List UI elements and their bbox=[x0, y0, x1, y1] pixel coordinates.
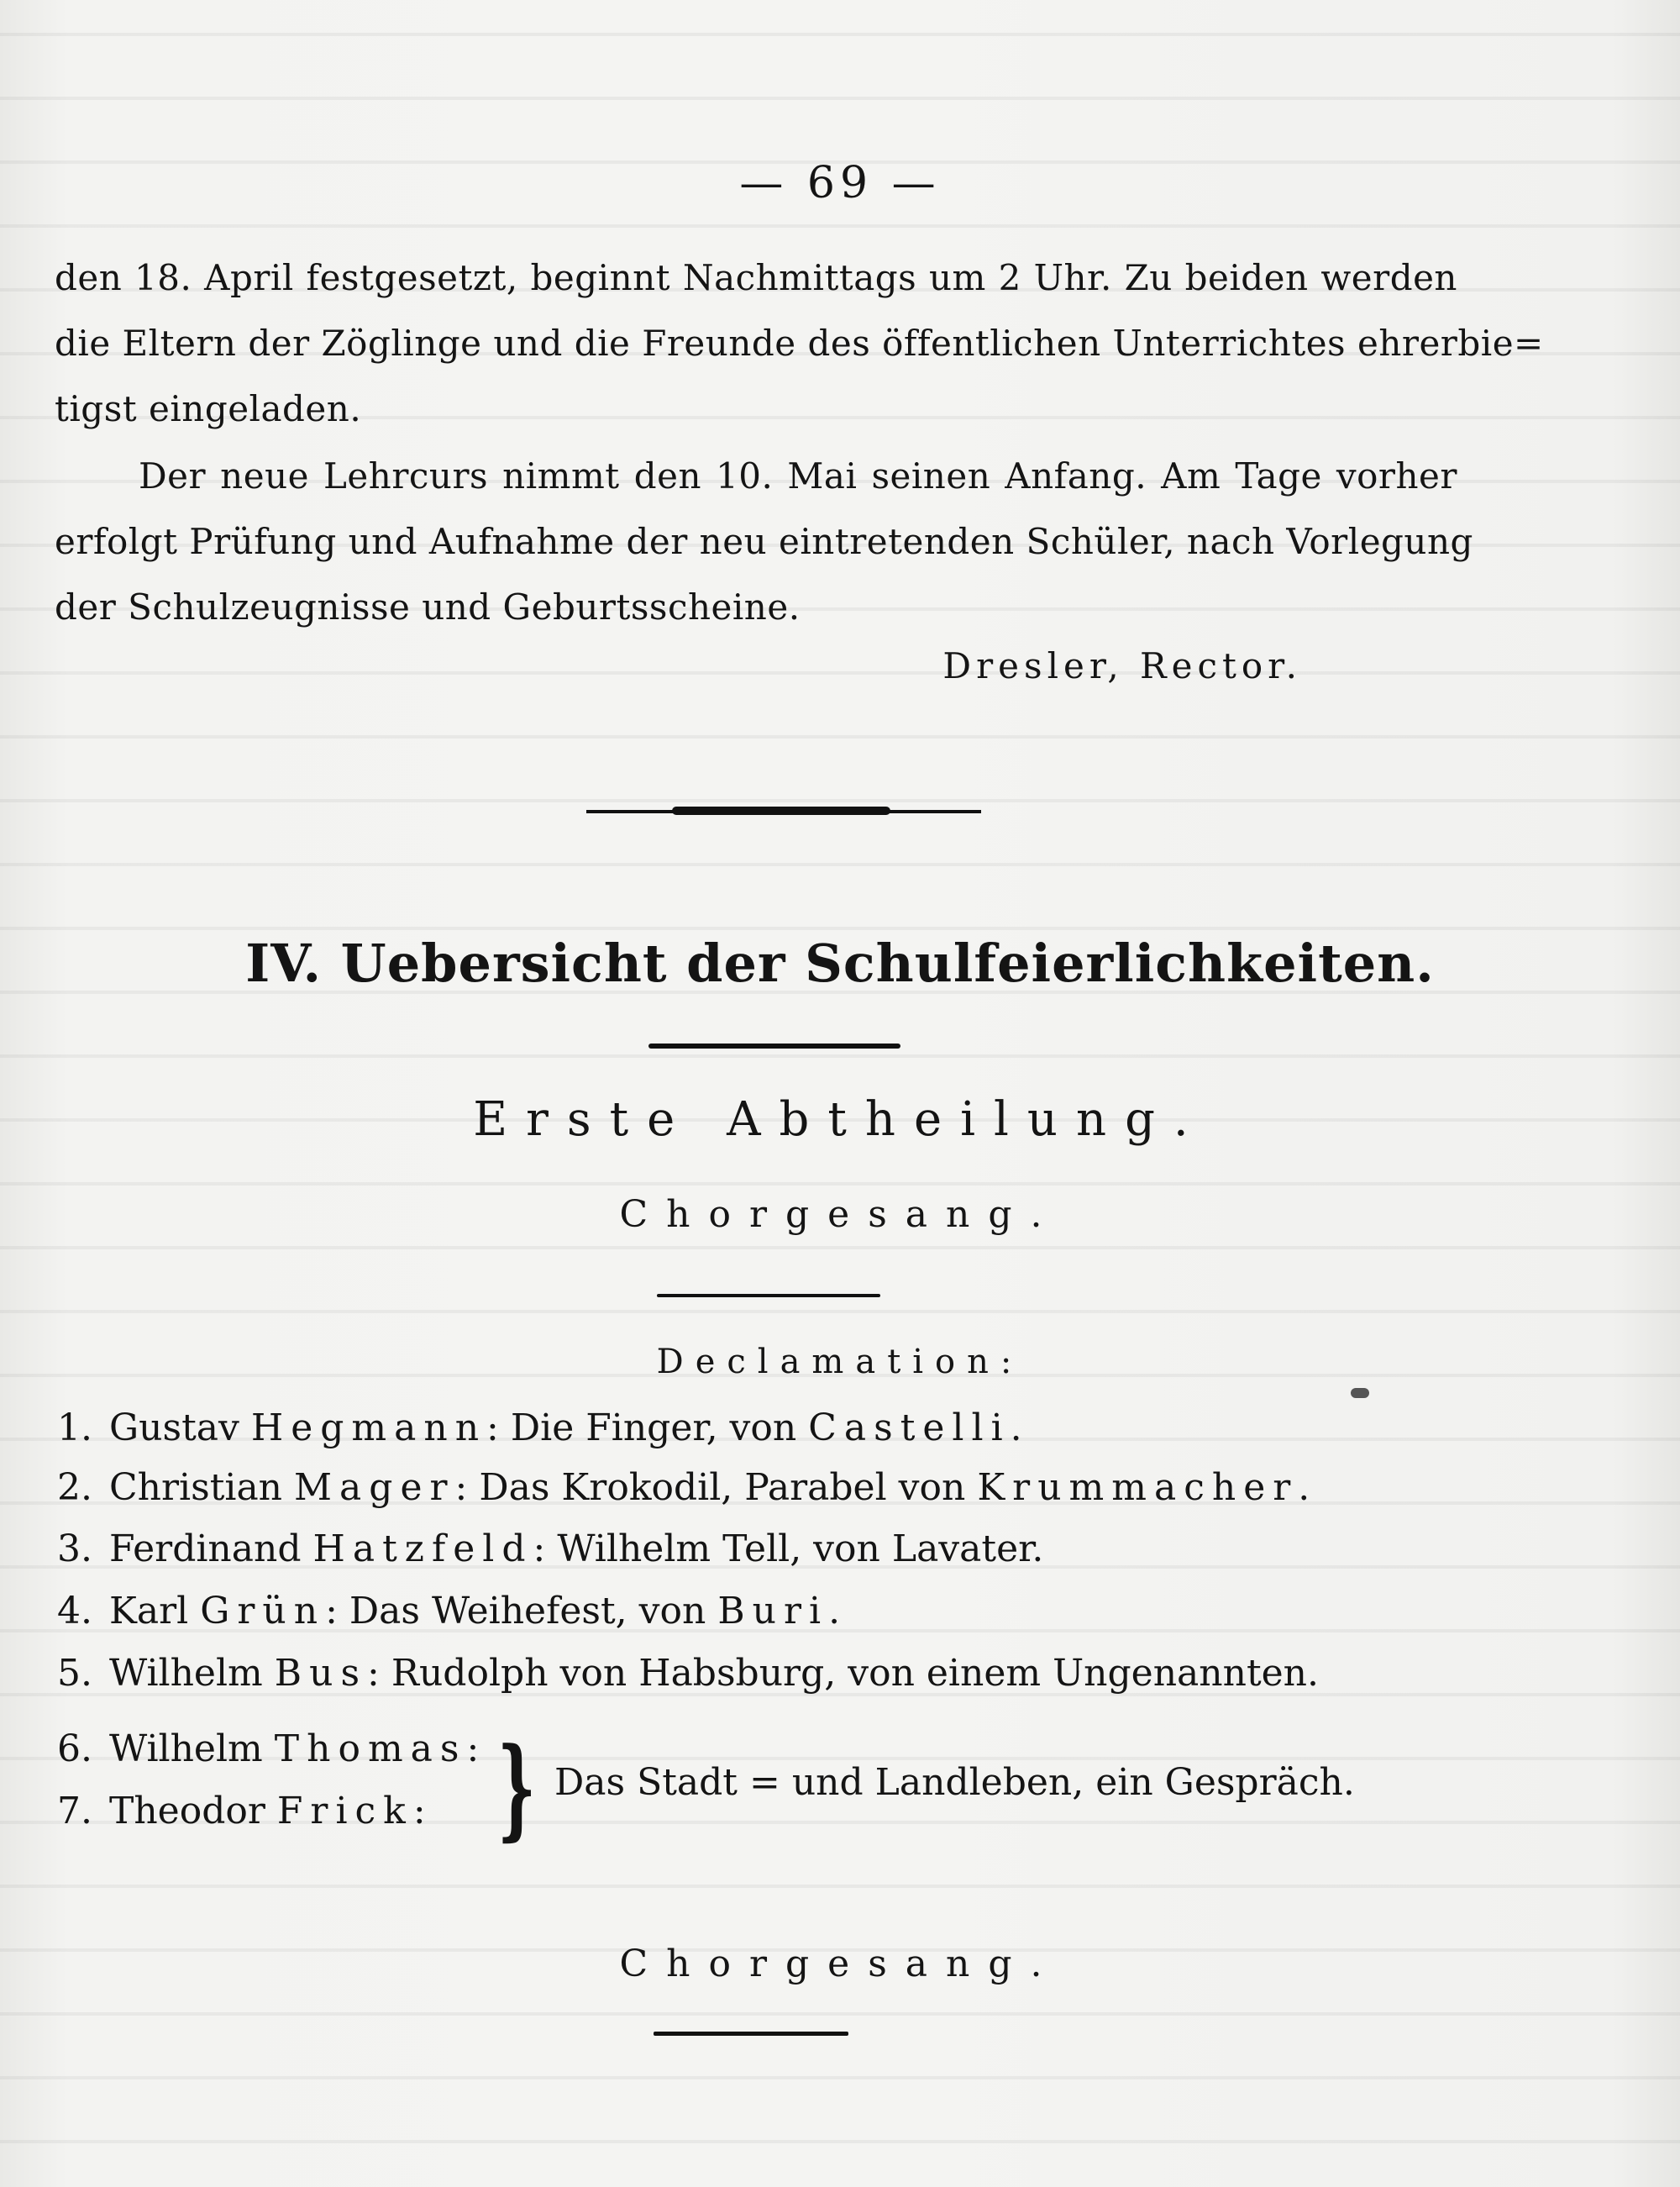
performer-surname: Mager bbox=[294, 1466, 455, 1509]
punctuation: : bbox=[466, 1727, 480, 1770]
ink-blot bbox=[1351, 1388, 1369, 1398]
work-title: : Die Finger, von bbox=[486, 1406, 809, 1449]
paragraph1-line1: den 18. April festgesetzt, beginnt Nachmittags um 2 Uhr. Zu beiden werden bbox=[55, 257, 1457, 298]
punctuation: . bbox=[1307, 1652, 1320, 1695]
performer-surname: Grün bbox=[200, 1590, 326, 1632]
item-number: 6. bbox=[57, 1727, 92, 1770]
dialog-speaker-2 bbox=[57, 1785, 426, 1838]
dialog-title: Das Stadt = und Landleben, ein Gespräch. bbox=[554, 1761, 1355, 1804]
work-author: Castelli bbox=[808, 1406, 1011, 1449]
performer-name: Gustav bbox=[109, 1406, 251, 1449]
work-title: : Das Krokodil, Parabel von bbox=[454, 1466, 978, 1509]
paragraph2-line3: der Schulzeugnisse und Geburtsscheine. bbox=[55, 586, 801, 628]
work-author: Krummacher bbox=[977, 1466, 1299, 1509]
item-number: 4. bbox=[57, 1590, 92, 1632]
section-divider-thick bbox=[672, 807, 890, 815]
performer-surname: Hegmann bbox=[250, 1406, 487, 1449]
curly-brace-icon: } bbox=[497, 1723, 536, 1852]
work-author: Buri bbox=[717, 1590, 829, 1632]
performer-name: Theodor bbox=[109, 1790, 277, 1832]
declamation-item-5 bbox=[57, 1647, 1319, 1701]
item-number: 5. bbox=[57, 1652, 92, 1695]
choir-divider bbox=[657, 1294, 880, 1297]
choir-second: Chorgesang. bbox=[619, 1943, 1061, 1985]
performer-surname: Bus bbox=[274, 1652, 368, 1695]
performer-name: Ferdinand bbox=[109, 1527, 313, 1570]
performer-surname: Thomas bbox=[274, 1727, 467, 1770]
punctuation: : bbox=[412, 1790, 426, 1832]
work-title: : Rudolph von Habsburg, von einem Ungenannten bbox=[367, 1652, 1308, 1695]
item-number: 2. bbox=[57, 1466, 92, 1509]
work-title: : Wilhelm Tell, von Lavater bbox=[533, 1527, 1032, 1570]
dialog-speaker-1 bbox=[57, 1722, 479, 1776]
declamation-item-1 bbox=[57, 1401, 1022, 1455]
declamation-heading: Declamation: bbox=[656, 1343, 1024, 1381]
performer-name: Christian bbox=[109, 1466, 294, 1509]
performer-name: Wilhelm bbox=[109, 1727, 275, 1770]
paragraph2-line2: erfolgt Prüfung und Aufnahme der neu eintretenden Schüler, nach Vorlegung bbox=[55, 521, 1473, 562]
item-number: 7. bbox=[57, 1790, 92, 1832]
item-number: 3. bbox=[57, 1527, 92, 1570]
punctuation: . bbox=[1010, 1406, 1022, 1449]
paragraph2-line1: Der neue Lehrcurs nimmt den 10. Mai seinen Anfang. Am Tage vorher bbox=[139, 455, 1457, 497]
declamation-item-3 bbox=[57, 1522, 1043, 1576]
signature: Dresler, Rector. bbox=[942, 645, 1302, 686]
page-number: — 69 — bbox=[739, 158, 941, 208]
section-heading: IV. Uebersicht der Schulfeierlichkeiten. bbox=[245, 933, 1435, 994]
item-number: 1. bbox=[57, 1406, 92, 1449]
performer-name: Wilhelm bbox=[109, 1652, 275, 1695]
heading-divider bbox=[648, 1044, 900, 1049]
paragraph1-line3: tigst eingeladen. bbox=[55, 388, 362, 429]
declamation-item-2 bbox=[57, 1461, 1310, 1515]
paragraph1-line2: die Eltern der Zöglinge und die Freunde des öffentlichen Unterrichtes ehrerbie= bbox=[55, 323, 1544, 364]
punctuation: . bbox=[828, 1590, 841, 1632]
performer-surname: Frick bbox=[276, 1790, 413, 1832]
work-title: : Das Weihefest, von bbox=[325, 1590, 718, 1632]
choir-first: Chorgesang. bbox=[619, 1193, 1061, 1236]
performer-surname: Hatzfeld bbox=[312, 1527, 533, 1570]
punctuation: . bbox=[1298, 1466, 1310, 1509]
punctuation: . bbox=[1032, 1527, 1044, 1570]
part-heading: Erste Abtheilung. bbox=[473, 1092, 1207, 1147]
declamation-item-4 bbox=[57, 1585, 840, 1638]
closing-divider bbox=[654, 2032, 848, 2036]
performer-name: Karl bbox=[109, 1590, 201, 1632]
